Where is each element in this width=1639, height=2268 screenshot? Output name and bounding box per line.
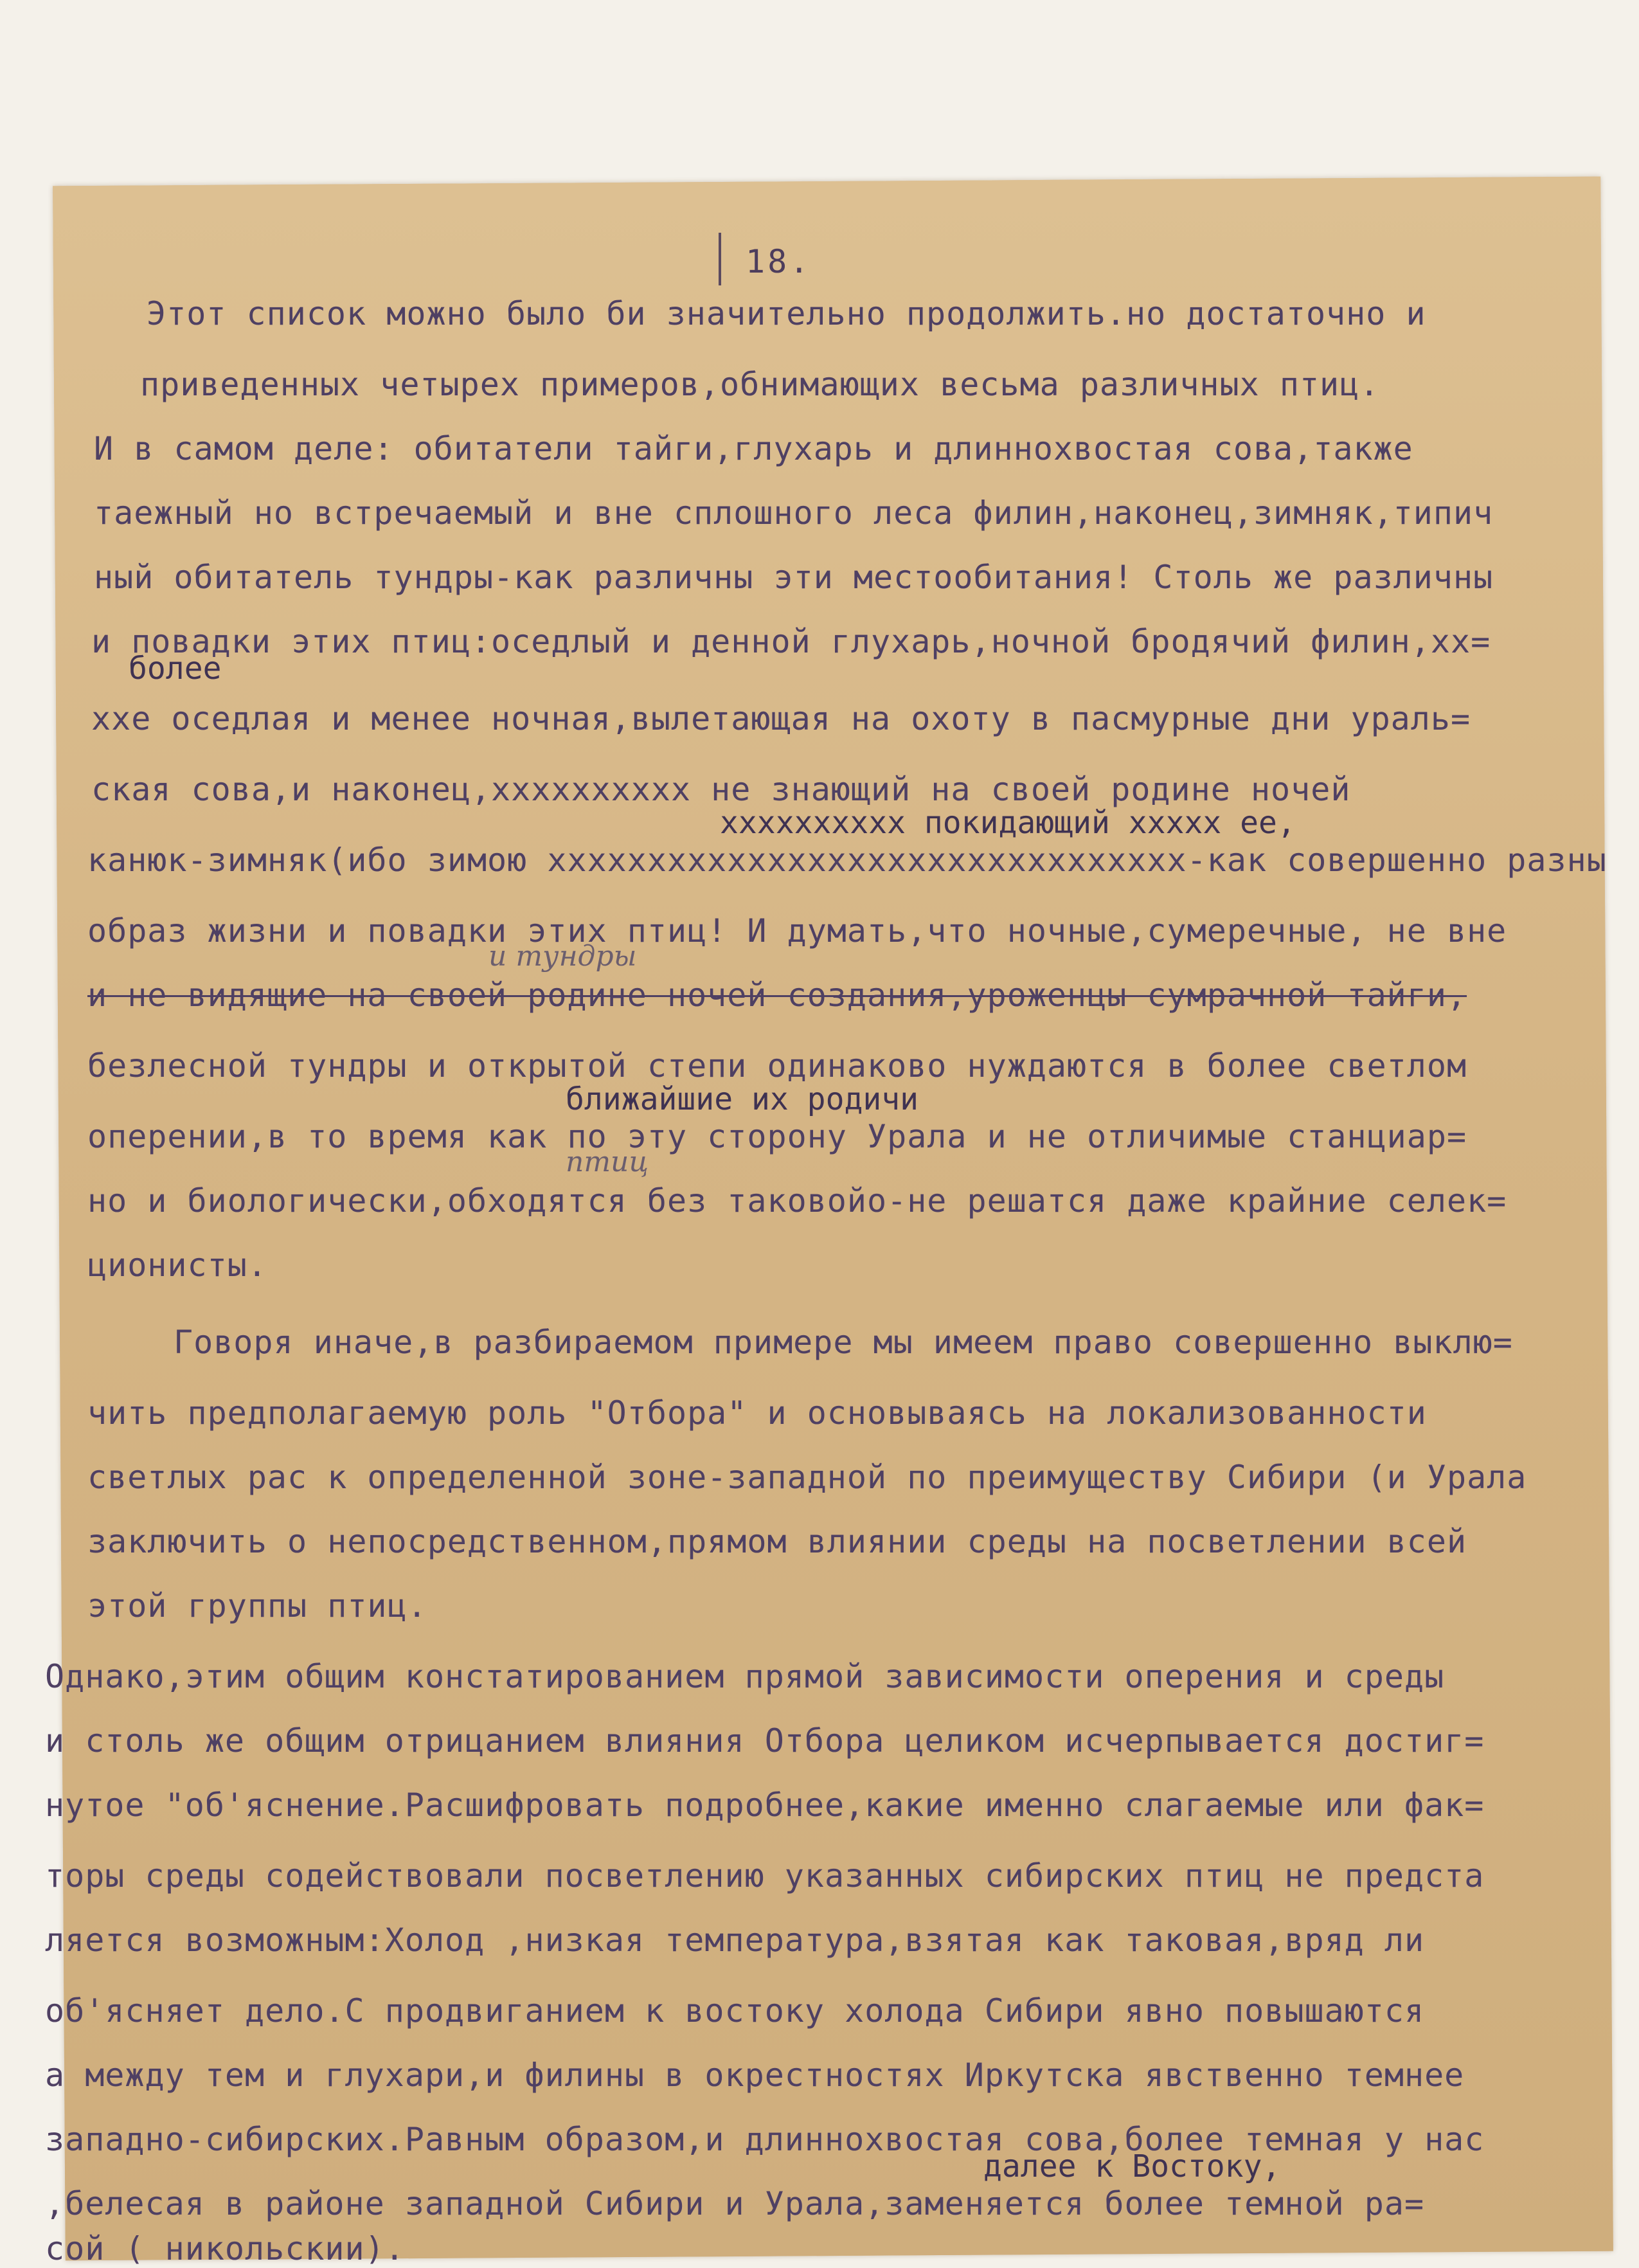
insertion-pokidayushchiy: xxxxxxxxxx покидающий xxxxx ее, [720, 805, 1296, 841]
text-line: приведенных четырех примеров,обнимающих весьма различных птиц. [140, 366, 1380, 403]
text-line: образ жизни и повадки этих птиц! И думать,что ночные,сумеречные, не вне [87, 912, 1507, 950]
text-line: заключить о непосредственном,прямом влиянии среды на посветлении всей [87, 1523, 1467, 1560]
text-line: таежный но встречаемый и вне сплошного леса филин,наконец,зимняк,типич [94, 494, 1494, 532]
text-line: канюк-зимняк(ибо зимою xxxxxxxxxxxxxxxxxxxxxxxxxxxxxxxx-как совершенно разны [87, 842, 1607, 879]
text-line: западно-сибирских.Равным образом,и длиннохвостая сова,более темная у нас [45, 2121, 1485, 2158]
handwritten-note: птиц [566, 1146, 649, 1178]
text-line: ляется возможным:Холод ,низкая температура,взятая как таковая,вряд ли [45, 1922, 1425, 1959]
insertion-dalee: далее к Востоку, [983, 2148, 1281, 2184]
handwritten-note: и тундры [488, 940, 637, 973]
text-line: об'ясняет дело.С продвиганием к востоку холода Сибири явно повышаются [45, 1992, 1425, 2030]
text-line-struck: и не видящие на своей родине ночей создания,уроженцы сумрачной тайги, [87, 977, 1467, 1014]
text-line: ,белесая в районе западной Сибири и Урала,заменяется более темной ра= [45, 2185, 1425, 2222]
pencil-mark [719, 233, 721, 285]
text-line: и столь же общим отрицанием влияния Отбора целиком исчерпывается достиг= [45, 1722, 1485, 1760]
text-line: торы среды содействовали посветлению указанных сибирских птиц не предста [45, 1857, 1485, 1895]
text-line: Этот список можно было би значительно продолжить.но достаточно и [147, 295, 1426, 332]
text-line: этой группы птиц. [87, 1587, 427, 1625]
text-line: но и биологически,обходятся без таковойо-не решатся даже крайние селек= [87, 1182, 1507, 1220]
text-line: Говоря иначе,в разбираемом примере мы имеем право совершенно выклю= [174, 1324, 1513, 1361]
text-line: светлых рас к определенной зоне-западной по преимуществу Сибири (и Урала [87, 1459, 1527, 1496]
text-line: сой ( никольскии). [45, 2230, 405, 2267]
insertion-blizhayshie: ближайшие их родичи [566, 1081, 919, 1117]
text-line: xxe оседлая и менее ночная,вылетающая на охоту в пасмурные дни ураль= [91, 700, 1471, 737]
text-line: ный обитатель тундры-как различны эти местообитания! Столь же различны [94, 559, 1494, 596]
insertion-bolee: более [129, 651, 222, 687]
text-line: а между тем и глухари,и филины в окрестностях Иркутска явственно темнее [45, 2056, 1465, 2094]
text-line: и повадки этих птиц:оседлый и денной глухарь,ночной бродячий филин,xx= [91, 623, 1491, 660]
text-line: оперении,в то время как по эту сторону Урала и не отличимые станциар= [87, 1118, 1467, 1155]
text-line: Однако,этим общим констатированием прямой зависимости оперения и среды [45, 1658, 1445, 1695]
text-line: чить предполагаемую роль "Отбора" и основываясь на локализованности [87, 1394, 1427, 1432]
text-line: безлесной тундры и открытой степи одинаково нуждаются в более светлом [87, 1047, 1467, 1084]
text-line: ционисты. [87, 1246, 267, 1284]
text-line: И в самом деле: обитатели тайги,глухарь и длиннохвостая сова,также [94, 430, 1413, 467]
text-line: ская сова,и наконец,xxxxxxxxxx не знающий на своей родине ночей [91, 771, 1351, 808]
text-line: нутое "об'яснение.Расшифровать подробнее,какие именно слагаемые или фак= [45, 1787, 1485, 1824]
page-number: 18. [746, 243, 812, 280]
